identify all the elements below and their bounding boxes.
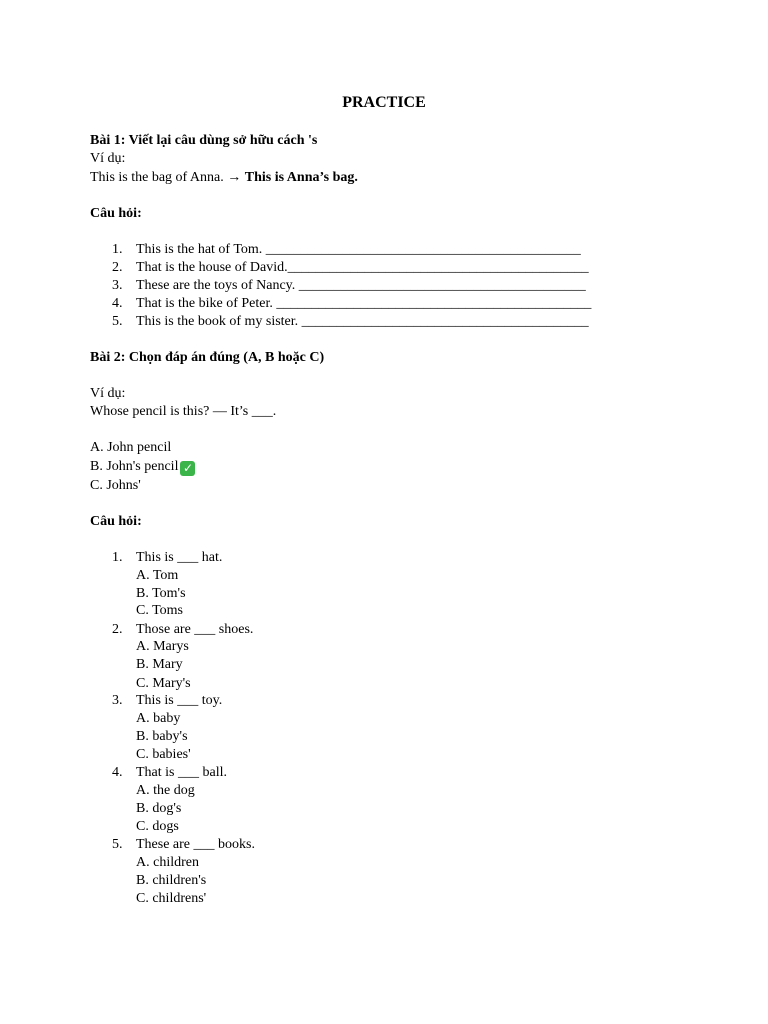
ex2-question-3-option-b: B. baby's	[136, 729, 188, 744]
ex1-item-5-text: This is the book of my sister. _________________________________________	[136, 314, 589, 329]
ex2-question-1-option-c: C. Toms	[136, 603, 183, 618]
ex2-question-1-number: 1.	[112, 550, 123, 565]
ex2-question-3-option-a: A. baby	[136, 711, 181, 726]
ex2-question-2-option-a: A. Marys	[136, 639, 189, 654]
ex2-question-1-option-b: B. Tom's	[136, 586, 186, 601]
exercise-2-questions-label: Câu hỏi:	[90, 514, 142, 529]
ex2-question-5-text: These are ___ books.	[136, 837, 255, 852]
ex1-item-2-number: 2.	[112, 260, 123, 275]
exercise-2-example-question: Whose pencil is this? — It’s ___.	[90, 404, 277, 419]
ex2-question-1-text: This is ___ hat.	[136, 550, 223, 565]
ex1-item-4-text: That is the bike of Peter. _____________________________________________	[136, 296, 592, 311]
exercise-2-example-option-a: A. John pencil	[90, 440, 172, 455]
exercise-1-example-prompt: This is the bag of Anna. →	[90, 170, 245, 185]
ex2-question-5-option-c: C. childrens'	[136, 891, 207, 906]
exercise-2-example-option-b	[90, 458, 195, 476]
exercise-2-example-option-b-text: B. John's pencil	[90, 459, 179, 474]
ex2-question-3-option-c: C. babies'	[136, 747, 191, 762]
ex2-question-2-text: Those are ___ shoes.	[136, 622, 254, 637]
ex2-question-4-option-a: A. the dog	[136, 783, 195, 798]
ex2-question-4-number: 4.	[112, 765, 123, 780]
ex1-item-1-text: This is the hat of Tom. _____________________________________________	[136, 242, 581, 257]
ex2-question-1-option-a: A. Tom	[136, 568, 179, 583]
exercise-2-example-label: Ví dụ:	[90, 386, 126, 401]
ex1-item-1-number: 1.	[112, 242, 123, 257]
page-title: PRACTICE	[342, 94, 426, 111]
ex1-item-4-number: 4.	[112, 296, 123, 311]
exercise-2-heading: Bài 2: Chọn đáp án đúng (A, B hoặc C)	[90, 350, 325, 365]
exercise-1-example-answer: This is Anna’s bag.	[244, 170, 358, 185]
exercise-1-example-label: Ví dụ:	[90, 151, 126, 166]
ex1-item-2-text: That is the house of David.___________________________________________	[136, 260, 589, 275]
exercise-1-questions-label: Câu hỏi:	[90, 206, 142, 221]
ex2-question-5-number: 5.	[112, 837, 123, 852]
ex2-question-4-option-c: C. dogs	[136, 819, 179, 834]
exercise-1-heading: Bài 1: Viết lại câu dùng sở hữu cách 's	[90, 133, 318, 148]
ex2-question-5-option-b: B. children's	[136, 873, 207, 888]
ex2-question-5-option-a: A. children	[136, 855, 199, 870]
ex1-item-5-number: 5.	[112, 314, 123, 329]
ex2-question-4-option-b: B. dog's	[136, 801, 182, 816]
ex1-item-3-number: 3.	[112, 278, 123, 293]
check-mark-button-icon: ✓	[180, 461, 195, 476]
ex2-question-3-number: 3.	[112, 693, 123, 708]
ex2-question-2-option-b: B. Mary	[136, 657, 183, 672]
ex2-question-3-text: This is ___ toy.	[136, 693, 223, 708]
ex2-question-4-text: That is ___ ball.	[136, 765, 227, 780]
exercise-1-example	[90, 169, 358, 187]
exercise-2-example-option-c: C. Johns'	[90, 478, 141, 493]
ex2-question-2-option-c: C. Mary's	[136, 676, 191, 691]
ex2-question-2-number: 2.	[112, 622, 123, 637]
ex1-item-3-text: These are the toys of Nancy. _________________________________________	[136, 278, 586, 293]
